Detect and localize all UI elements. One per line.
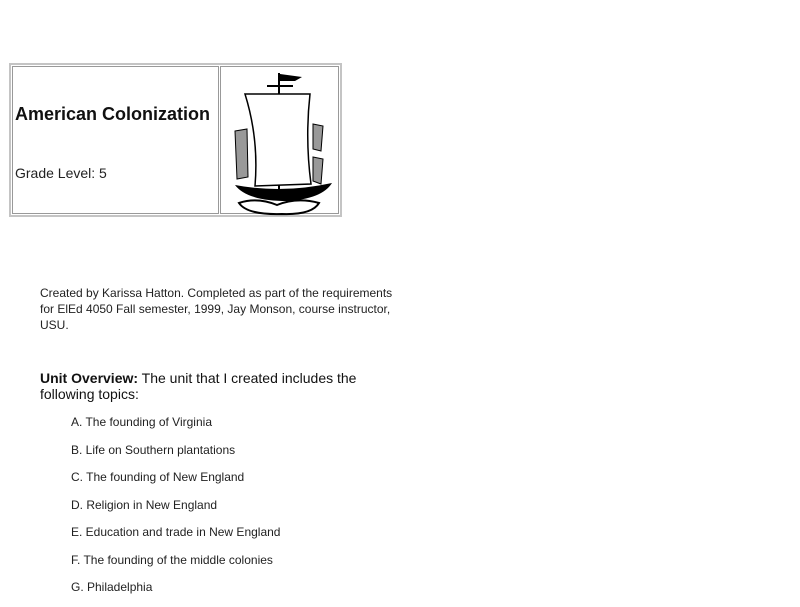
unit-overview <box>40 370 400 402</box>
list-item: G. Philadelphia <box>71 580 153 594</box>
page-title: American Colonization <box>15 104 211 124</box>
title-cell <box>12 66 219 214</box>
list-item: C. The founding of New England <box>71 470 245 484</box>
unit-overview-text: The unit that I created includes the following topics: <box>40 370 357 402</box>
list-item: A. The founding of Virginia <box>71 415 212 429</box>
header-table <box>9 63 342 217</box>
image-cell <box>220 66 339 214</box>
list-item: D. Religion in New England <box>71 497 218 512</box>
grade-level: Grade Level: 5 <box>15 165 107 181</box>
unit-overview-label: Unit Overview: <box>40 370 139 386</box>
credit-text: Created by Karissa Hatton. Completed as part of the requirements for ElEd 4050 Fall semester, 1999, Jay Monson, course instructor, USU. <box>40 286 393 332</box>
list-item: E. Education and trade in New England <box>71 525 281 539</box>
topics-list <box>71 414 280 607</box>
ship-illustration <box>227 69 335 217</box>
list-item: F. The founding of the middle colonies <box>71 552 273 567</box>
list-item: B. Life on Southern plantations <box>71 442 236 457</box>
